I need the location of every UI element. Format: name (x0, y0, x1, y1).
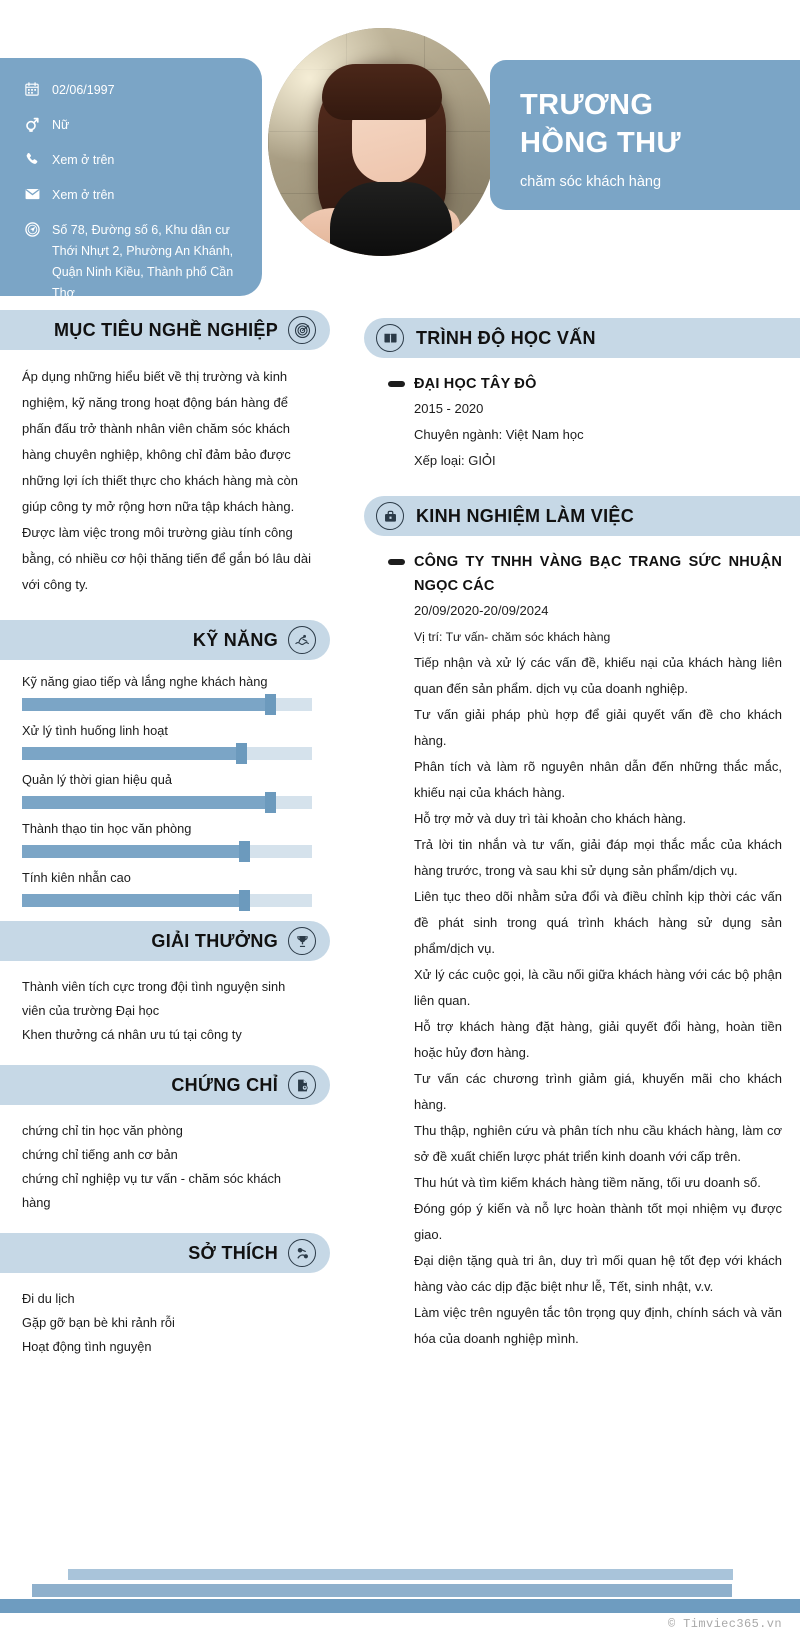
duty-item: Phân tích và làm rõ nguyên nhân dẫn đến những thắc mắc, khiếu nại của khách hàng. (414, 759, 782, 800)
duty-item: Đóng góp ý kiến và nỗ lực hoàn thành tốt mọi nhiệm vụ được giao. (414, 1201, 782, 1242)
job-role: chăm sóc khách hàng (520, 174, 662, 190)
skill-fill (22, 698, 271, 711)
section-header-skills (0, 620, 330, 660)
hobby-item: Đi du lịch (22, 1291, 75, 1306)
footer (0, 1551, 800, 1647)
contact-row-phone (22, 150, 244, 171)
education-grade: Xếp loại: GIỎI (414, 453, 496, 468)
skills-icon (288, 626, 316, 654)
briefcase-icon (376, 502, 404, 530)
left-column (0, 310, 330, 1359)
skill-item (22, 772, 312, 809)
right-column (364, 310, 800, 1358)
education-body (364, 372, 800, 474)
contact-row-address (22, 220, 244, 304)
contact-row-gender (22, 115, 244, 136)
footer-stripe-light (68, 1569, 733, 1580)
experience-position: Vị trí: Tư vấn- chăm sóc khách hàng (414, 630, 611, 644)
section-header-objective (0, 310, 330, 350)
contact-row-birthdate (22, 80, 244, 101)
skill-item (22, 723, 312, 760)
calendar-icon (22, 80, 42, 98)
hobby-icon (288, 1239, 316, 1267)
cv-header (0, 0, 800, 310)
experience-period: 20/09/2020-20/09/2024 (414, 603, 549, 618)
section-title-education: TRÌNH ĐỘ HỌC VẤN (416, 327, 596, 348)
certificate-item: chứng chỉ tin học văn phòng (22, 1123, 183, 1138)
footer-stripe-dark (0, 1599, 800, 1613)
contact-birthdate: 02/06/1997 (52, 83, 115, 97)
avatar-dress (330, 182, 452, 256)
skill-label: Xử lý tình huống linh hoạt (22, 723, 168, 738)
section-title-hobbies: SỞ THÍCH (188, 1242, 278, 1263)
hobbies-list (0, 1287, 330, 1359)
section-title-experience: KINH NGHIỆM LÀM VIỆC (416, 505, 635, 526)
footer-credit: © Timviec365.vn (667, 1617, 782, 1631)
gender-icon (22, 115, 42, 133)
award-item: Thành viên tích cực trong đội tình nguyện sinh viên của trường Đại học (22, 979, 286, 1018)
section-header-certificates (0, 1065, 330, 1105)
skill-thumb (239, 890, 250, 911)
section-header-experience (364, 496, 800, 536)
experience-body (364, 550, 800, 1352)
skill-item (22, 821, 312, 858)
experience-duties (388, 650, 782, 1352)
award-item: Khen thưởng cá nhân ưu tú tại công ty (22, 1027, 242, 1042)
skill-item (22, 870, 312, 907)
skill-label: Kỹ năng giao tiếp và lắng nghe khách hàng (22, 674, 268, 689)
duty-item: Liên tục theo dõi nhằm sửa đổi và điều chỉnh kịp thời các vấn đề phát sinh trong quá trình khách hàng sử dụng sản phẩm/dịch vụ. (414, 889, 782, 956)
page-title (520, 86, 800, 162)
skill-label: Tính kiên nhẫn cao (22, 870, 131, 885)
skill-item (22, 674, 312, 711)
duty-item: Xử lý các cuộc gọi, là cầu nối giữa khách hàng với các bộ phận liên quan. (414, 967, 782, 1008)
education-school-row (388, 372, 782, 396)
objective-text: Áp dụng những hiểu biết về thị trường và kinh nghiệm, kỹ năng trong hoạt động bán hàng để phấn đấu trở thành nhân viên chăm sóc khách hàng chuyên nghiệp, không chỉ đảm bảo được những lợi ích thiết thực cho khách hàng mà còn giúp công ty mở rộng hơn nữa tập khách hàng. Được làm việc trong môi trường giàu tính công bằng, có nhiều cơ hội thăng tiến để gắn bó lâu dài với công ty. (22, 369, 311, 592)
experience-company-row (388, 550, 782, 598)
name-line-1: TRƯƠNG (520, 89, 654, 121)
skill-fill (22, 747, 242, 760)
duty-item: Tư vấn các chương trình giảm giá, khuyến mãi cho khách hàng. (414, 1071, 782, 1112)
target-icon (288, 316, 316, 344)
section-header-hobbies (0, 1233, 330, 1273)
skill-thumb (265, 792, 276, 813)
duty-item: Thu thập, nghiên cứu và phân tích nhu cầu khách hàng, làm cơ sở đề xuất chiến lược phát triển kinh doanh với cấp trên. (414, 1123, 782, 1164)
skill-label: Thành thạo tin học văn phòng (22, 821, 192, 836)
mail-icon (22, 185, 42, 203)
section-header-education (364, 318, 800, 358)
avatar (268, 28, 496, 256)
duty-item: Hỗ trợ khách hàng đặt hàng, giải quyết đổi hàng, hoàn tiền hoặc hủy đơn hàng. (414, 1019, 782, 1060)
book-icon (376, 324, 404, 352)
education-entry (388, 372, 782, 474)
phone-icon (22, 150, 42, 168)
skill-thumb (236, 743, 247, 764)
footer-stripe-mid (32, 1584, 732, 1597)
skill-track[interactable] (22, 698, 312, 711)
section-header-awards (0, 921, 330, 961)
skill-track[interactable] (22, 845, 312, 858)
skill-thumb (239, 841, 250, 862)
skill-track[interactable] (22, 747, 312, 760)
name-card (490, 60, 800, 210)
education-major: Chuyên ngành: Việt Nam học (414, 427, 584, 442)
hobby-item: Hoạt động tình nguyện (22, 1339, 152, 1354)
contact-gender: Nữ (52, 118, 70, 132)
hobby-item: Gặp gỡ bạn bè khi rảnh rỗi (22, 1315, 175, 1330)
education-school: ĐẠI HỌC TÂY ĐÔ (414, 376, 537, 392)
skill-track[interactable] (22, 894, 312, 907)
contact-address: Số 78, Đường số 6, Khu dân cư Thới Nhựt 2, Phường An Khánh, Quận Ninh Kiều, Thành phố Cần Thơ (52, 223, 234, 300)
duty-item: Tư vấn giải pháp phù hợp để giải quyết vấn đề cho khách hàng. (414, 707, 782, 748)
duty-item: Tiếp nhận và xử lý các vấn đề, khiếu nại của khách hàng liên quan đến sản phẩm. dịch vụ của doanh nghiệp. (414, 655, 782, 696)
experience-company: CÔNG TY TNHH VÀNG BẠC TRANG SỨC NHUẬN NGỌC CÁC (414, 554, 782, 594)
certificate-icon (288, 1071, 316, 1099)
education-years: 2015 - 2020 (414, 401, 484, 416)
contact-email: Xem ở trên (52, 188, 115, 202)
bullet-dash-icon (388, 381, 405, 387)
contact-phone: Xem ở trên (52, 153, 115, 167)
contact-row-email (22, 185, 244, 206)
location-icon (22, 220, 42, 238)
skill-fill (22, 796, 271, 809)
section-title-objective: MỤC TIÊU NGHỀ NGHIỆP (53, 319, 278, 340)
duty-item: Đại diện tặng quà tri ân, duy trì mối quan hệ tốt đẹp với khách hàng vào các dịp đặc biệt như lễ, Tết, sinh nhật, v.v. (414, 1253, 782, 1294)
skills-list (0, 674, 330, 907)
skill-label: Quản lý thời gian hiệu quả (22, 772, 172, 787)
certificate-item: chứng chỉ nghiệp vụ tư vấn - chăm sóc khách hàng (22, 1171, 281, 1210)
section-title-skills: KỸ NĂNG (192, 629, 278, 650)
section-title-certificates: CHỨNG CHỈ (171, 1074, 278, 1095)
bullet-dash-icon (388, 559, 405, 565)
duty-item: Trả lời tin nhắn và tư vấn, giải đáp mọi thắc mắc của khách hàng trước, trong và sau khi sử dụng sản phẩm/dịch vụ. (414, 837, 782, 878)
duty-item: Làm việc trên nguyên tắc tôn trọng quy định, chính sách và văn hóa của doanh nghiệp mình. (414, 1305, 782, 1346)
skill-fill (22, 894, 245, 907)
contact-info-card (0, 58, 262, 300)
objective-body (0, 364, 330, 598)
section-title-awards: GIẢI THƯỞNG (151, 930, 278, 951)
skill-fill (22, 845, 245, 858)
skill-thumb (265, 694, 276, 715)
name-line-2: HỒNG THƯ (520, 127, 681, 159)
certificates-list (0, 1119, 330, 1215)
skill-track[interactable] (22, 796, 312, 809)
experience-entry (388, 550, 782, 1352)
certificate-item: chứng chỉ tiếng anh cơ bản (22, 1147, 178, 1162)
avatar-fringe (322, 64, 442, 120)
duty-item: Hỗ trợ mở và duy trì tài khoản cho khách hàng. (414, 811, 687, 826)
duty-item: Thu hút và tìm kiếm khách hàng tiềm năng, tối ưu doanh số. (414, 1175, 761, 1190)
awards-list (0, 975, 330, 1047)
trophy-icon (288, 927, 316, 955)
